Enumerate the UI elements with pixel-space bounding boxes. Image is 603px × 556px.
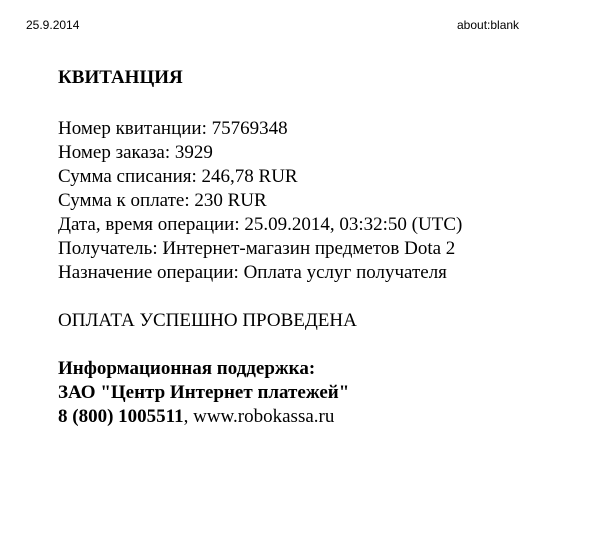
support-info bbox=[58, 357, 462, 429]
support-company: ЗАО "Центр Интернет платежей" bbox=[58, 382, 350, 403]
support-website: www.robokassa.ru bbox=[193, 406, 335, 427]
support-separator: , bbox=[183, 406, 194, 427]
receipt-number: Номер квитанции: 75769348 bbox=[58, 118, 288, 139]
operation-datetime: Дата, время операции: 25.09.2014, 03:32:50 (UTC) bbox=[58, 214, 463, 235]
recipient: Получатель: Интернет-магазин предметов Dota 2 bbox=[58, 238, 456, 259]
receipt-title: КВИТАНЦИЯ bbox=[58, 67, 183, 88]
operation-purpose: Назначение операции: Оплата услуг получателя bbox=[58, 262, 447, 283]
support-phone: 8 (800) 1005511 bbox=[58, 406, 184, 427]
payment-amount: Сумма к оплате: 230 RUR bbox=[58, 190, 267, 211]
receipt bbox=[58, 66, 462, 429]
support-heading: Информационная поддержка: bbox=[58, 358, 316, 379]
order-number: Номер заказа: 3929 bbox=[58, 142, 213, 163]
print-date: 25.9.2014 bbox=[26, 18, 80, 32]
support-contacts bbox=[58, 405, 462, 429]
debit-amount: Сумма списания: 246,78 RUR bbox=[58, 166, 298, 187]
print-url: about:blank bbox=[457, 18, 520, 32]
payment-status: ОПЛАТА УСПЕШНО ПРОВЕДЕНА bbox=[58, 310, 357, 331]
receipt-details bbox=[58, 117, 462, 285]
